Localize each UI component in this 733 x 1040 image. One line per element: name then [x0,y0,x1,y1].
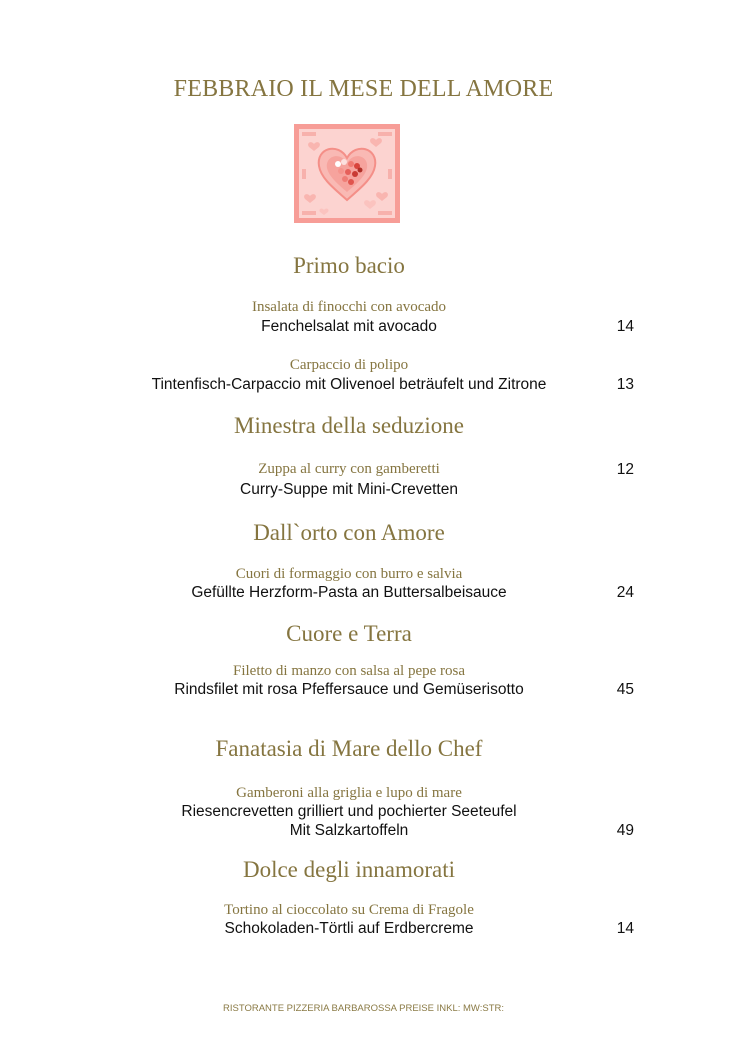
section-title-dallorto: Dall`orto con Amore [253,520,445,545]
section-title-fantasia-di-mare: Fanatasia di Mare dello Chef [215,736,483,761]
dish-price: 49 [616,822,634,839]
dish-german-name: Tintenfisch-Carpaccio mit Olivenoel beträufelt und Zitrone [151,376,547,393]
dish-german-name: Riesencrevetten grilliert und pochierter Seeteufel [181,803,517,820]
section-title-minestra: Minestra della seduzione [234,413,464,438]
dish-italian-name: Insalata di finocchi con avocado [251,299,447,315]
dish-price: 14 [616,920,634,937]
page-title: FEBBRAIO IL MESE DELL AMORE [173,76,554,102]
section-title-cuore-e-terra: Cuore e Terra [286,621,412,646]
dish-price: 13 [616,376,634,393]
dish-german-name: Fenchelsalat mit avocado [261,318,437,335]
dish-german-name: Gefüllte Herzform-Pasta an Buttersalbeisauce [191,584,507,601]
footer-note: RISTORANTE PIZZERIA BARBAROSSA PREISE INKL: MW:STR: [222,1003,504,1014]
section-title-dolce: Dolce degli innamorati [242,857,456,882]
dish-italian-name: Filetto di manzo con salsa al pepe rosa [232,663,466,679]
dish-german-name: Rindsfilet mit rosa Pfeffersauce und Gemüserisotto [174,681,524,698]
heart-icon [294,124,400,223]
dish-german-name-line2: Mit Salzkartoffeln [289,822,409,839]
section-title-primo-bacio: Primo bacio [293,253,405,278]
dish-price: 24 [616,584,634,601]
dish-price: 45 [616,681,634,698]
dish-italian-name: Carpaccio di polipo [289,357,409,373]
dish-italian-name: Tortino al cioccolato su Crema di Fragole [224,902,474,918]
dish-price: 14 [616,318,634,335]
dish-german-name: Schokoladen-Törtli auf Erdbercreme [224,920,474,937]
dish-italian-name: Gamberoni alla griglia e lupo di mare [236,785,462,801]
dish-italian-name: Zuppa al curry con gamberetti [258,461,440,477]
dish-price: 12 [616,461,634,478]
dish-italian-name: Cuori di formaggio con burro e salvia [235,566,463,582]
dish-german-name: Curry-Suppe mit Mini-Crevetten [240,481,458,498]
